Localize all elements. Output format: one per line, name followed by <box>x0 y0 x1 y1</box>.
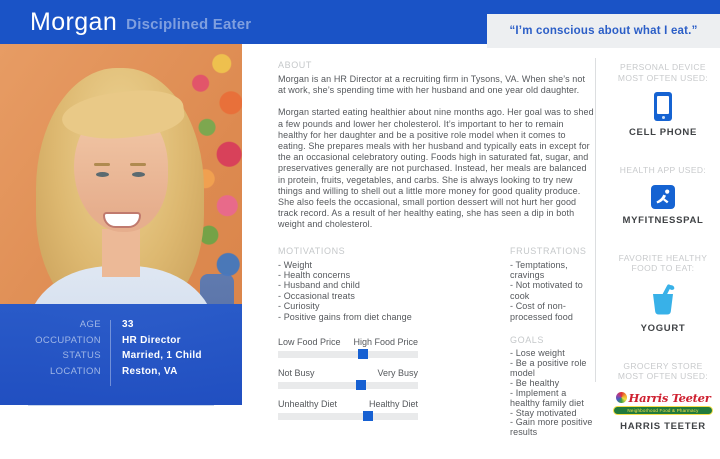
demographic-row-status <box>0 350 242 366</box>
frustration-item: - Cost of non-processed food <box>510 301 573 322</box>
demographic-row-age <box>0 319 242 335</box>
photo-neck <box>102 229 140 277</box>
frustration-item: - Temptations, cravings <box>510 259 568 281</box>
cell-phone-icon <box>654 92 672 121</box>
slider-track[interactable] <box>278 351 418 358</box>
slider-track[interactable] <box>278 382 418 389</box>
goals-section-label: GOALS <box>510 335 545 346</box>
frustrations-section-label: FRUSTRATIONS <box>510 245 587 256</box>
frustrations-section <box>510 246 595 322</box>
age-value: 33 <box>122 319 134 330</box>
occupation-value: HR Director <box>122 334 181 346</box>
goal-item: - Implement a healthy family diet <box>510 387 584 408</box>
demographic-row-location <box>0 366 242 382</box>
myfitnesspal-icon <box>651 185 675 209</box>
personal-device-section <box>610 62 716 138</box>
about-paragraph-1: Morgan is an HR Director at a recruiting firm in Tysons, VA. When she’s not at work, she’s spending time with her husband and one year old daughter. <box>278 74 586 96</box>
left-column <box>0 44 242 405</box>
persona-name: Morgan <box>30 7 118 36</box>
goal-item: - Be a positive role model <box>510 357 587 378</box>
health-app-section <box>610 165 716 226</box>
harris-teeter-emblem-icon <box>616 392 627 403</box>
goal-item: - Lose weight <box>510 348 565 359</box>
yogurt-icon <box>646 283 680 317</box>
photo-brow <box>94 163 110 166</box>
slider-left-label: Low Food Price <box>278 337 341 348</box>
health-app-label: HEALTH APP USED: <box>619 165 707 175</box>
persona-descriptor: Disciplined Eater <box>126 15 252 33</box>
occupation-label: OCCUPATION <box>35 334 101 346</box>
grocery-store-section <box>610 361 716 432</box>
grocery-store-label-line1: GROCERY STORE <box>623 360 703 371</box>
slider-right-label: Healthy Diet <box>368 399 418 410</box>
motivations-section-label: MOTIVATIONS <box>278 245 346 256</box>
quote-box <box>487 14 720 48</box>
motivation-item: - Occasional treats <box>278 290 355 301</box>
slider-right-label: High Food Price <box>353 337 418 348</box>
myfitnesspal-figure <box>653 187 673 207</box>
age-label: AGE <box>79 319 101 330</box>
location-label: LOCATION <box>49 365 101 377</box>
slider-busyness <box>278 368 418 389</box>
goal-item: - Be healthy <box>510 377 560 388</box>
motivations-section <box>278 246 510 322</box>
right-sidebar <box>610 44 716 459</box>
motivation-item: - Husband and child <box>278 280 360 291</box>
slider-handle[interactable] <box>363 411 373 421</box>
personal-device-label-line1: PERSONAL DEVICE <box>620 62 706 72</box>
motivation-item: - Positive gains from diet change <box>278 311 412 322</box>
quote-text: “I’m conscious about what I eat.” <box>509 25 698 37</box>
motivation-item: - Curiosity <box>278 301 320 312</box>
slider-handle[interactable] <box>356 380 366 390</box>
frustration-item: - Not motivated to cook <box>510 280 583 301</box>
favorite-food-name: YOGURT <box>640 322 686 334</box>
slider-right-label: Very Busy <box>377 368 418 379</box>
status-value: Married, 1 Child <box>122 350 202 361</box>
personal-device-name: CELL PHONE <box>628 127 698 138</box>
photo-eye <box>96 172 109 177</box>
grocery-store-label-line2: MOST OFTEN USED: <box>617 371 709 381</box>
goal-item: - Gain more positive results <box>510 417 593 438</box>
slider-left-label: Not Busy <box>278 368 315 379</box>
favorite-food-label-line1: FAVORITE HEALTHY <box>618 252 708 263</box>
about-paragraph-2: Morgan started eating healthier about nine months ago. Her goal was to shed a few pounds and lower her cholesterol. It’s important to her to remain healthy for her daughter and be a positive role model when it comes to eating. She prepares meals with her husband and typically eats in except for the an occasional celebratory outing. Foods high in saturated fat, sugar, and preservatives generally are not purchased. Instead, her meals are balanced in protein, fruits, vegetables, and carbs. She is always looking to try new things and willing to shell out a little more money for good quality produce. She also feels the occasional, small portion dessert will not hurt her good track record. As a result of her healthy eating, she has seen a dip in both weight and cholesterol. <box>278 107 594 230</box>
photo-brow <box>130 163 146 166</box>
photo-eye <box>132 172 145 177</box>
favorite-food-section <box>610 253 716 334</box>
grocery-store-name: HARRIS TEETER <box>620 420 706 432</box>
health-app-name: MYFITNESSPAL <box>622 214 704 226</box>
goals-section <box>510 335 595 438</box>
attribute-sliders <box>278 335 510 438</box>
slider-handle[interactable] <box>358 349 368 359</box>
sidebar-divider <box>595 58 596 382</box>
favorite-food-label-line2: FOOD TO EAT: <box>631 263 695 273</box>
personal-device-label-line2: MOST OFTEN USED: <box>617 72 709 83</box>
slider-food-price <box>278 337 418 358</box>
motivation-item: - Weight <box>278 259 313 270</box>
about-section-label: ABOUT <box>278 60 313 70</box>
harris-teeter-logo-text: Harris Teeter <box>628 390 711 405</box>
slider-left-label: Unhealthy Diet <box>278 399 338 410</box>
location-value: Reston, VA <box>122 365 178 377</box>
slider-track[interactable] <box>278 413 418 420</box>
demographic-row-occupation <box>0 335 242 351</box>
demographics-panel <box>0 304 242 405</box>
main-content <box>278 44 595 438</box>
slider-diet <box>278 399 418 420</box>
photo-smile <box>103 212 141 228</box>
harris-teeter-tagline: Neighborhood Food & Pharmacy <box>613 406 713 415</box>
motivation-item: - Health concerns <box>278 270 351 281</box>
harris-teeter-logo <box>613 391 713 415</box>
cell-phone-home-dot <box>662 116 665 119</box>
goal-item: - Stay motivated <box>510 407 577 418</box>
status-label: STATUS <box>62 350 101 361</box>
cell-phone-screen <box>657 96 669 114</box>
